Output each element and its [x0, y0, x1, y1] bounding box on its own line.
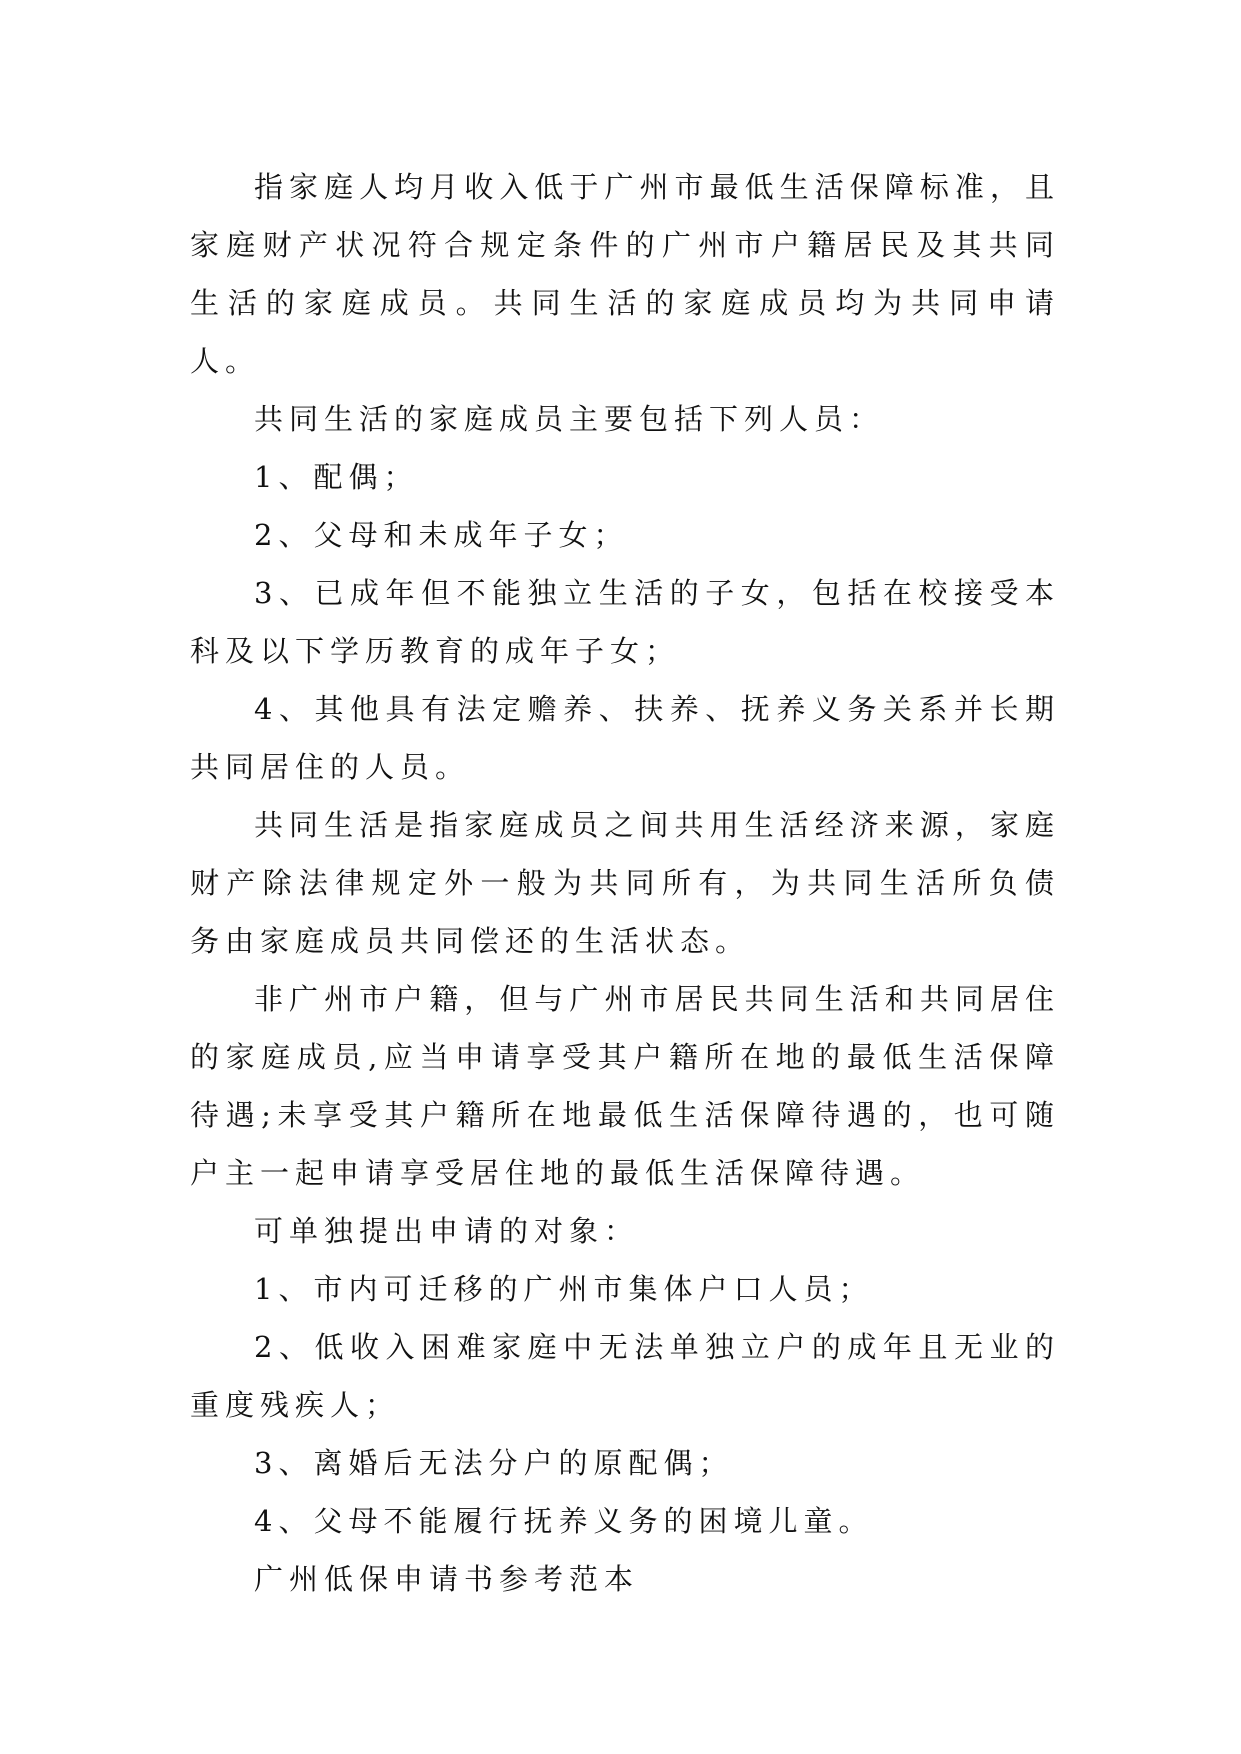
paragraph-individual-intro: 可单独提出申请的对象：: [254, 1214, 640, 1248]
list-item-collective-household: 1、市内可迁移的广州市集体户口人员；: [254, 1272, 874, 1306]
document-body: [190, 158, 1060, 1608]
paragraph-non-resident: 非广州市户籍，但与广州市居民共同生活和共同居住的家庭成员,应当申请享受其户籍所在地的最低生活保障待遇;未享受其户籍所在地最低生活保障待遇的，也可随户主一起申请享受居住地的最低生活保障待遇。: [190, 982, 1060, 1190]
paragraph-members-intro: 共同生活的家庭成员主要包括下列人员：: [254, 402, 885, 436]
list-item-children-in-difficulty: 4、父母不能履行抚养义务的困境儿童。: [254, 1504, 874, 1538]
list-item-other-dependents: 4、其他具有法定赡养、扶养、抚养义务关系并长期共同居住的人员。: [190, 692, 1060, 784]
list-item-spouse: 1、配偶；: [254, 460, 419, 494]
section-heading: 广州低保申请书参考范本: [254, 1562, 640, 1596]
list-item-parents-children: 2、父母和未成年子女；: [254, 518, 629, 552]
paragraph-definition: 指家庭人均月收入低于广州市最低生活保障标准，且家庭财产状况符合规定条件的广州市户籍居民及其共同生活的家庭成员。共同生活的家庭成员均为共同申请人。: [190, 170, 1060, 378]
paragraph-common-living: 共同生活是指家庭成员之间共用生活经济来源，家庭财产除法律规定外一般为共同所有，为共同生活所负债务由家庭成员共同偿还的生活状态。: [190, 808, 1060, 958]
list-item-disabled: 2、低收入困难家庭中无法单独立户的成年且无业的重度残疾人；: [190, 1330, 1060, 1422]
list-item-divorced: 3、离婚后无法分户的原配偶；: [254, 1446, 734, 1480]
list-item-adult-children: 3、已成年但不能独立生活的子女，包括在校接受本科及以下学历教育的成年子女；: [190, 576, 1060, 668]
